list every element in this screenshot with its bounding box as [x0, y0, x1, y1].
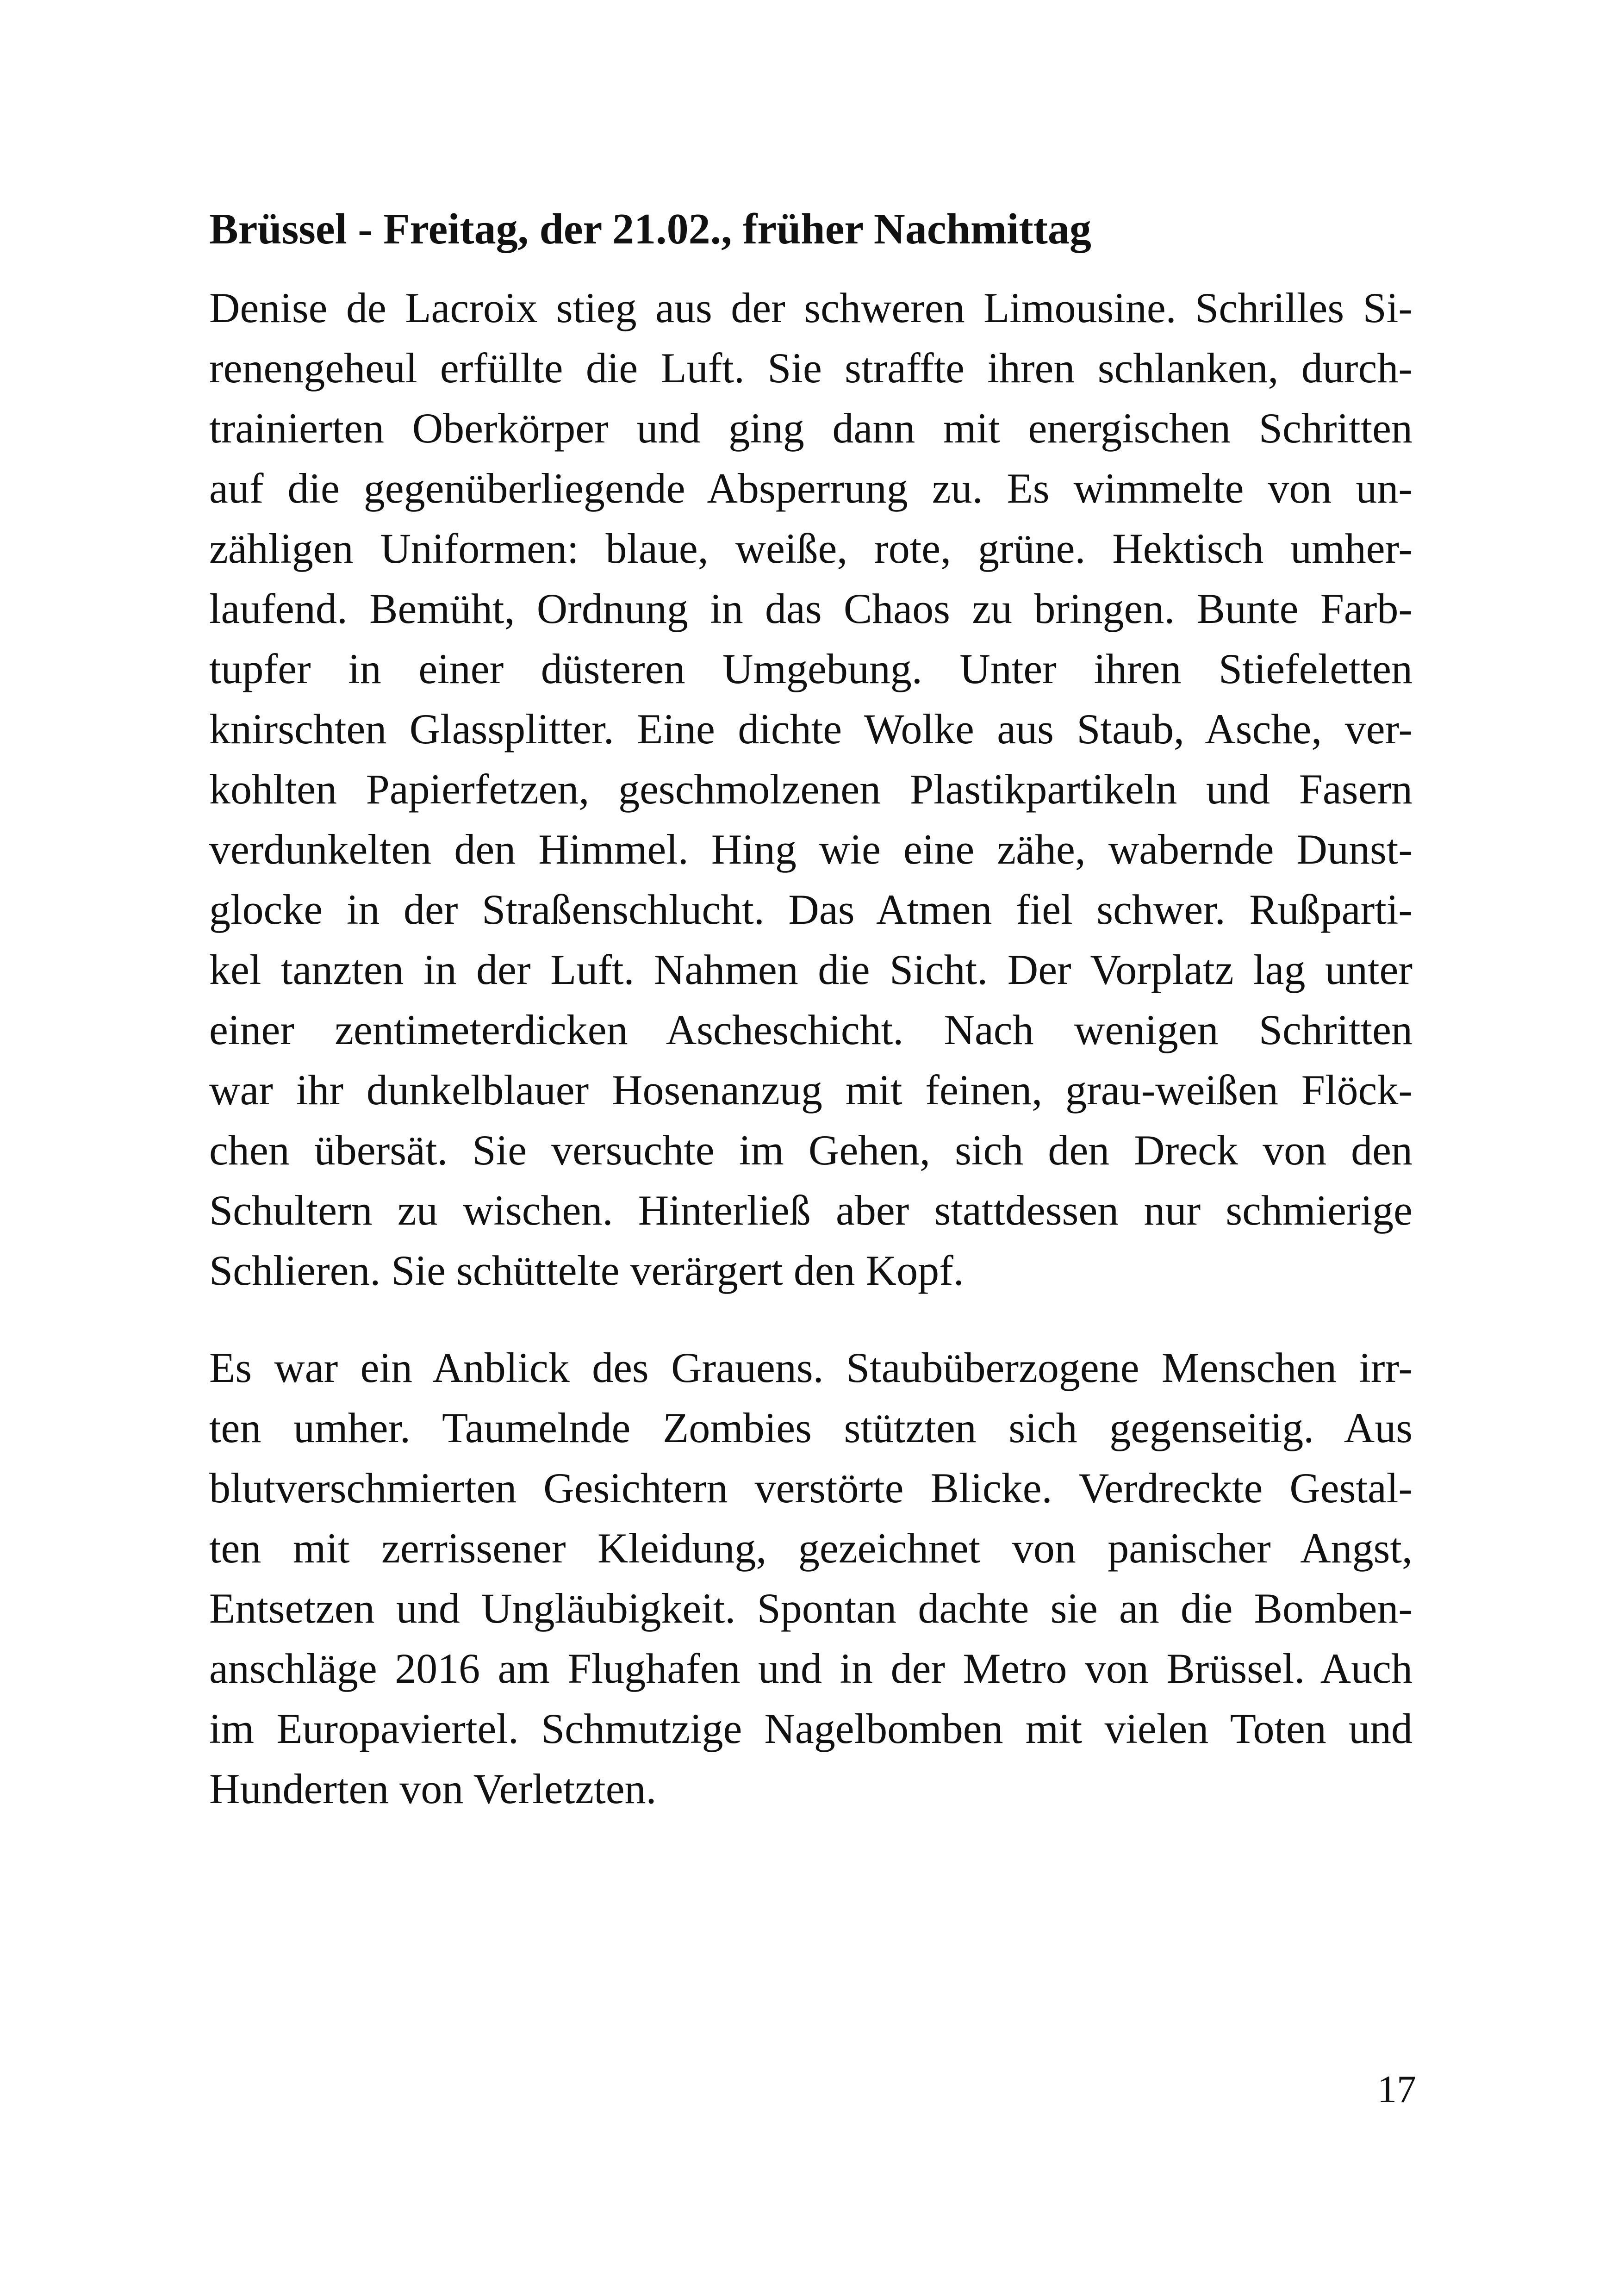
text-line: Entsetzen und Ungläubigkeit. Spontan dachte sie an die Bomben- — [209, 1585, 1413, 1632]
text-line: kohlten Papierfetzen, geschmolzenen Plastikpartikeln und Fasern — [209, 765, 1413, 813]
text-line: trainierten Oberkörper und ging dann mit energischen Schritten — [209, 404, 1413, 452]
text-line: laufend. Bemüht, Ordnung in das Chaos zu bringen. Bunte Farb- — [209, 585, 1413, 632]
text-line: zähligen Uniformen: blaue, weiße, rote, grüne. Hektisch umher- — [209, 525, 1413, 572]
text-line: glocke in der Straßenschlucht. Das Atmen fiel schwer. Rußparti- — [209, 886, 1413, 933]
text-line: renengeheul erfüllte die Luft. Sie straffte ihren schlanken, durch- — [209, 344, 1413, 392]
text-line: tupfer in einer düsteren Umgebung. Unter ihren Stiefeletten — [209, 645, 1413, 692]
text-line: anschläge 2016 am Flughafen und in der Metro von Brüssel. Auch — [209, 1645, 1413, 1692]
text-line: Schlieren. Sie schüttelte verärgert den Kopf. — [209, 1247, 964, 1294]
text-line: verdunkelten den Himmel. Hing wie eine zähe, wabernde Dunst- — [209, 826, 1413, 873]
text-line: auf die gegenüberliegende Absperrung zu. Es wimmelte von un- — [209, 465, 1413, 512]
text-block — [209, 199, 1413, 1819]
text-line: kel tanzten in der Luft. Nahmen die Sicht. Der Vorplatz lag unter — [209, 946, 1413, 993]
text-line: ten mit zerrissener Kleidung, gezeichnet von panischer Angst, — [209, 1524, 1413, 1572]
text-line: einer zentimeterdicken Ascheschicht. Nach wenigen Schritten — [209, 1006, 1413, 1053]
text-line: Hunderten von Verletzten. — [209, 1765, 657, 1812]
text-line: war ihr dunkelblauer Hosenanzug mit feinen, grau-weißen Flöck- — [209, 1066, 1413, 1114]
chapter-heading: Brüssel - Freitag, der 21.02., früher Nachmittag — [209, 205, 1091, 253]
text-line: knirschten Glassplitter. Eine dichte Wolke aus Staub, Asche, ver- — [209, 705, 1413, 753]
paragraph-1 — [209, 278, 1413, 1300]
text-line: chen übersät. Sie versuchte im Gehen, sich den Dreck von den — [209, 1126, 1413, 1174]
paragraph-2 — [209, 1338, 1413, 1819]
page-number: 17 — [1377, 2068, 1416, 2111]
paragraph-gap — [209, 1300, 1413, 1338]
text-line: Denise de Lacroix stieg aus der schweren Limousine. Schrilles Si- — [209, 284, 1413, 331]
text-line: Es war ein Anblick des Grauens. Staubüberzogene Menschen irr- — [209, 1344, 1413, 1391]
text-line: ten umher. Taumelnde Zombies stützten sich gegenseitig. Aus — [209, 1404, 1413, 1451]
text-line: im Europaviertel. Schmutzige Nagelbomben mit vielen Toten und — [209, 1705, 1413, 1752]
text-line: Schultern zu wischen. Hinterließ aber stattdessen nur schmierige — [209, 1187, 1413, 1234]
text-line: blutverschmierten Gesichtern verstörte Blicke. Verdreckte Gestal- — [209, 1464, 1413, 1512]
